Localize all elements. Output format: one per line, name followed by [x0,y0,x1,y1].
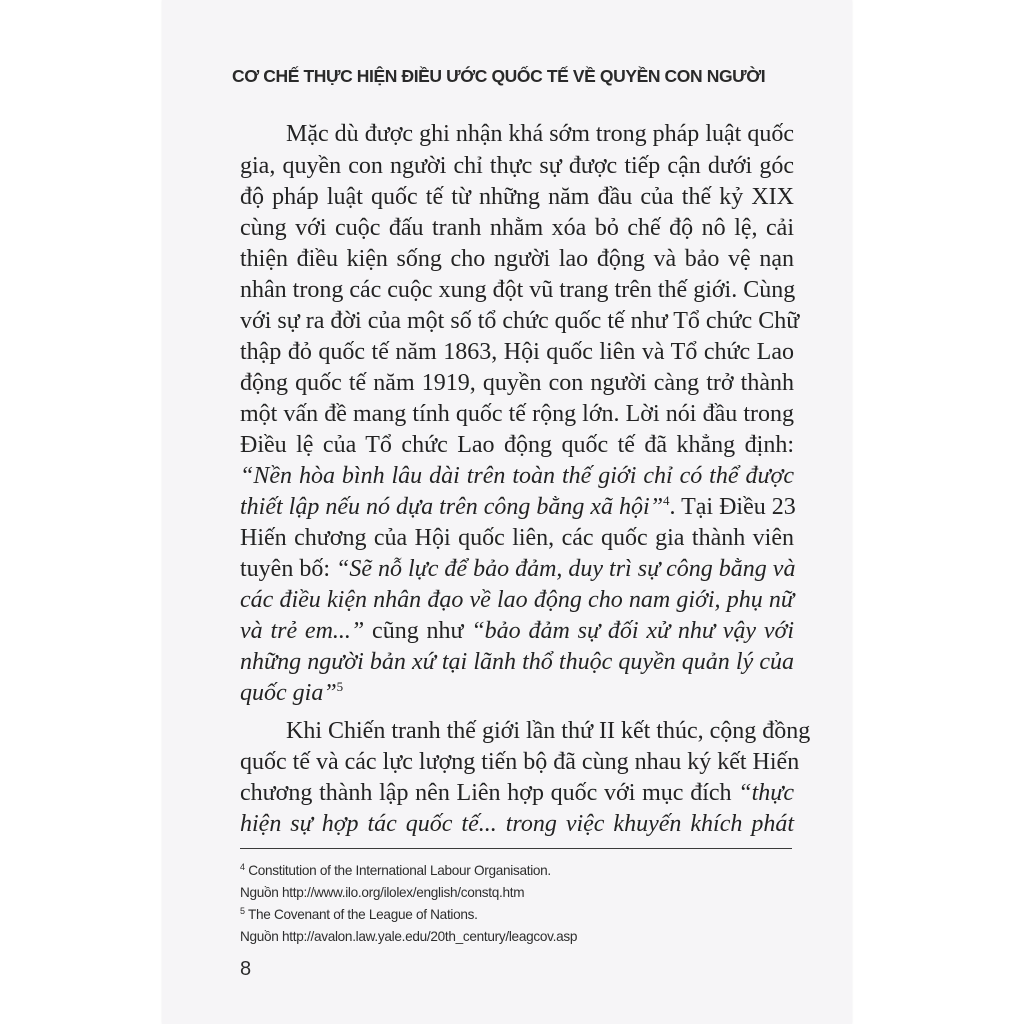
quote-text: quốc gia” [240,680,337,706]
quote-text: thiết lập nếu nó dựa trên công bằng xã hội” [240,494,664,520]
text-line [240,778,794,808]
text-line: gia, quyền con người chỉ thực sự được tiếp cận dưới góc [240,153,794,179]
text-line: Mặc dù được ghi nhận khá sớm trong pháp luật quốc [286,121,794,147]
text-line: Điều lệ của Tổ chức Lao động quốc tế đã khẳng định: [240,432,794,458]
text-line: quốc tế và các lực lượng tiến bộ đã cùng nhau ký kết Hiến [240,749,800,775]
text-line [240,678,343,708]
quote-text: và trẻ em...” [240,618,365,644]
book-page [162,0,852,1024]
text-line: động quốc tế năm 1919, quyền con người càng trở thành [240,370,794,396]
text-line: cùng với cuộc đấu tranh nhằm xóa bỏ chế độ nô lệ, cải [240,215,794,241]
text-span: tuyên bố: [240,556,336,582]
page-number: 8 [240,958,252,980]
quote-line: “Nền hòa bình lâu dài trên toàn thế giới chỉ có thể được [240,463,794,489]
footnote-separator [240,848,792,849]
quote-text: “Sẽ nỗ lực để bảo đảm, duy trì sự công bằng và [336,556,796,582]
quote-line: các điều kiện nhân đạo về lao động cho nam giới, phụ nữ [240,587,794,613]
text-line: nhân trong các cuộc xung đột vũ trang trên thế giới. Cùng [240,277,796,303]
text-span: chương thành lập nên Liên hợp quốc với mục đích [240,780,739,806]
text-line: Khi Chiến tranh thế giới lần thứ II kết thúc, cộng đồng [286,718,811,744]
text-line [240,554,794,584]
footnote-ref[interactable]: 4 [663,493,670,508]
footnote-text: The Covenant of the League of Nations. [247,907,478,922]
running-title: CƠ CHẾ THỰC HIỆN ĐIỀU ƯỚC QUỐC TẾ VỀ QUYỀN CON NGƯỜI [232,66,766,86]
quote-text: “thực [738,780,794,806]
text-line [240,492,794,522]
text-line: một vấn đề mang tính quốc tế rộng lớn. Lời nói đầu trong [240,401,794,427]
quote-text: “bảo đảm sự đối xử như vậy với [471,618,794,644]
footnote-ref[interactable]: 5 [336,679,344,694]
footnote-source-link[interactable]: Nguồn http://avalon.law.yale.edu/20th_century/leagcov.asp [240,929,578,944]
text-line: với sự ra đời của một số tổ chức quốc tế như Tổ chức Chữ [240,308,800,334]
footnote-mark: 5 [240,906,245,916]
footnote-5 [240,904,478,926]
text-span: cũng như [364,618,472,644]
quote-line: những người bản xứ tại lãnh thổ thuộc quyền quản lý của [240,649,794,675]
text-line: thiện điều kiện sống cho người lao động và bảo vệ nạn [240,246,794,272]
text-line: độ pháp luật quốc tế từ những năm đầu của thế kỷ XIX [240,184,794,210]
text-line: thập đỏ quốc tế năm 1863, Hội quốc liên và Tổ chức Lao [240,339,794,365]
footnote-source-link[interactable]: Nguồn http://www.ilo.org/ilolex/english/constq.htm [240,885,525,900]
text-line: Hiến chương của Hội quốc liên, các quốc gia thành viên [240,525,794,551]
text-line [240,616,794,646]
footnote-4 [240,860,551,882]
text-span: . Tại Điều 23 [669,494,796,520]
footnote-text: Constitution of the International Labour Organisation. [248,863,551,878]
quote-line: hiện sự hợp tác quốc tế... trong việc khuyến khích phát [240,811,794,837]
footnote-mark: 4 [240,862,245,872]
